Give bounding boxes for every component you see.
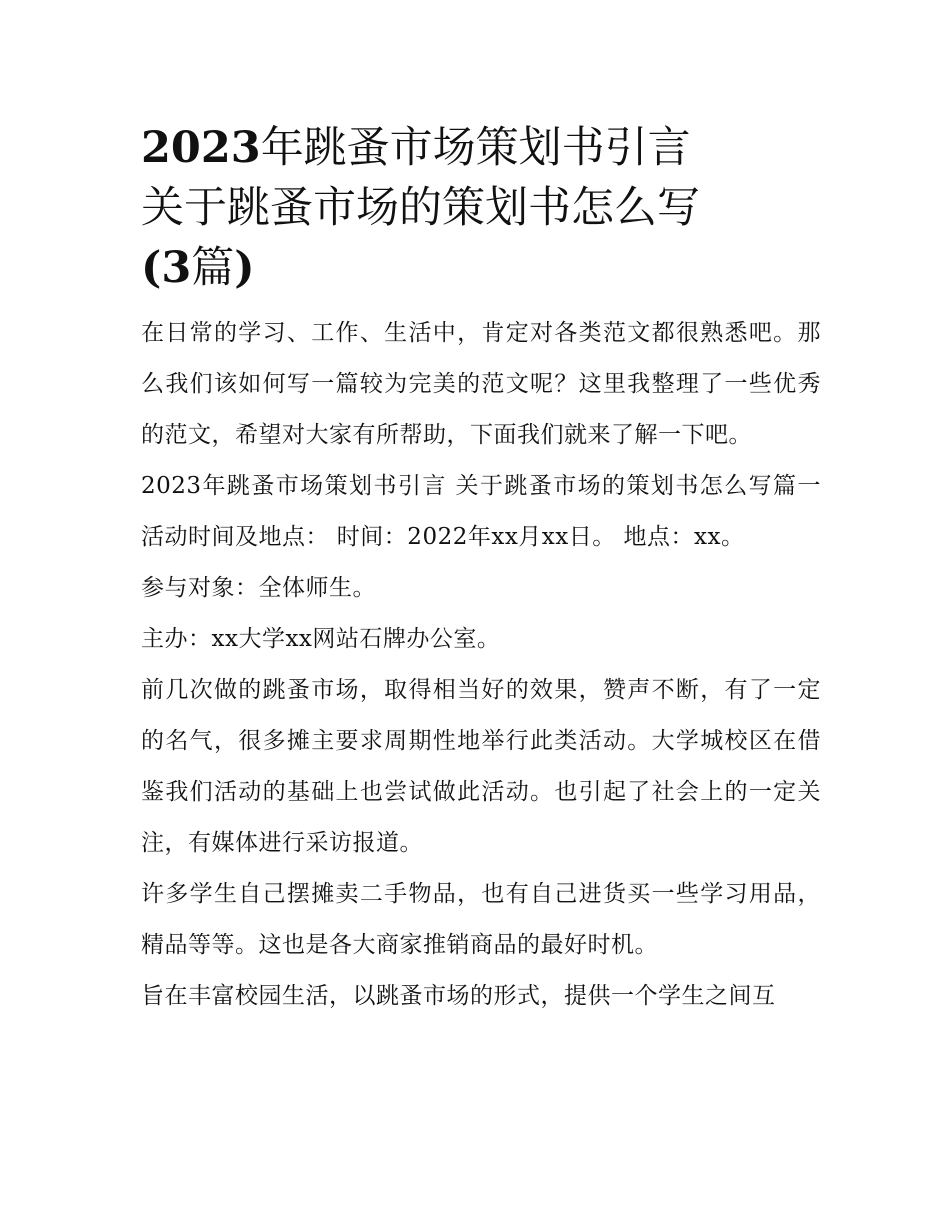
title-year: 2023 [141, 123, 261, 173]
title-line-3 [141, 238, 821, 298]
title-line-2: 关于跳蚤市场的策划书怎么写 [141, 183, 700, 233]
document-title [141, 118, 821, 298]
title-line-1 [141, 118, 821, 178]
paragraph-background: 前几次做的跳蚤市场，取得相当好的效果，赞声不断，有了一定的名气，很多摊主要求周期性地举行此类活动。大学城校区在借鉴我们活动的基础上也尝试做此活动。也引起了社会上的一定关注，有媒体进行采访报道。 [141, 677, 821, 856]
paragraph-intro: 在日常的学习、工作、生活中，肯定对各类范文都很熟悉吧。那么我们该如何写一篇较为完美的范文呢？这里我整理了一些优秀的范文，希望对大家有所帮助，下面我们就来了解一下吧。 [141, 320, 821, 448]
paragraph-participants: 参与对象：全体师生。 [141, 575, 376, 601]
paragraph-students: 许多学生自己摆摊卖二手物品，也有自己进货买一些学习用品，精品等等。这也是各大商家推销商品的最好时机。 [141, 881, 821, 958]
paragraph-organizer: 主办：xx大学xx网站石牌办公室。 [141, 626, 501, 652]
title-count-word: 篇 [191, 243, 235, 293]
title-paren-close: ) [234, 243, 255, 293]
title-line-1-text: 年跳蚤市场策划书引言 [260, 123, 691, 173]
paragraph-purpose: 旨在丰富校园生活，以跳蚤市场的形式，提供一个学生之间互 [141, 983, 776, 1009]
document-page [141, 118, 821, 1022]
title-count-number: 3 [161, 243, 192, 293]
paragraph-activity-time: 2023年跳蚤市场策划书引言 关于跳蚤市场的策划书怎么写篇一 活动时间及地点： 时间：2022年xx月xx日。 地点：xx。 [141, 473, 821, 550]
title-paren-open: ( [141, 243, 162, 293]
